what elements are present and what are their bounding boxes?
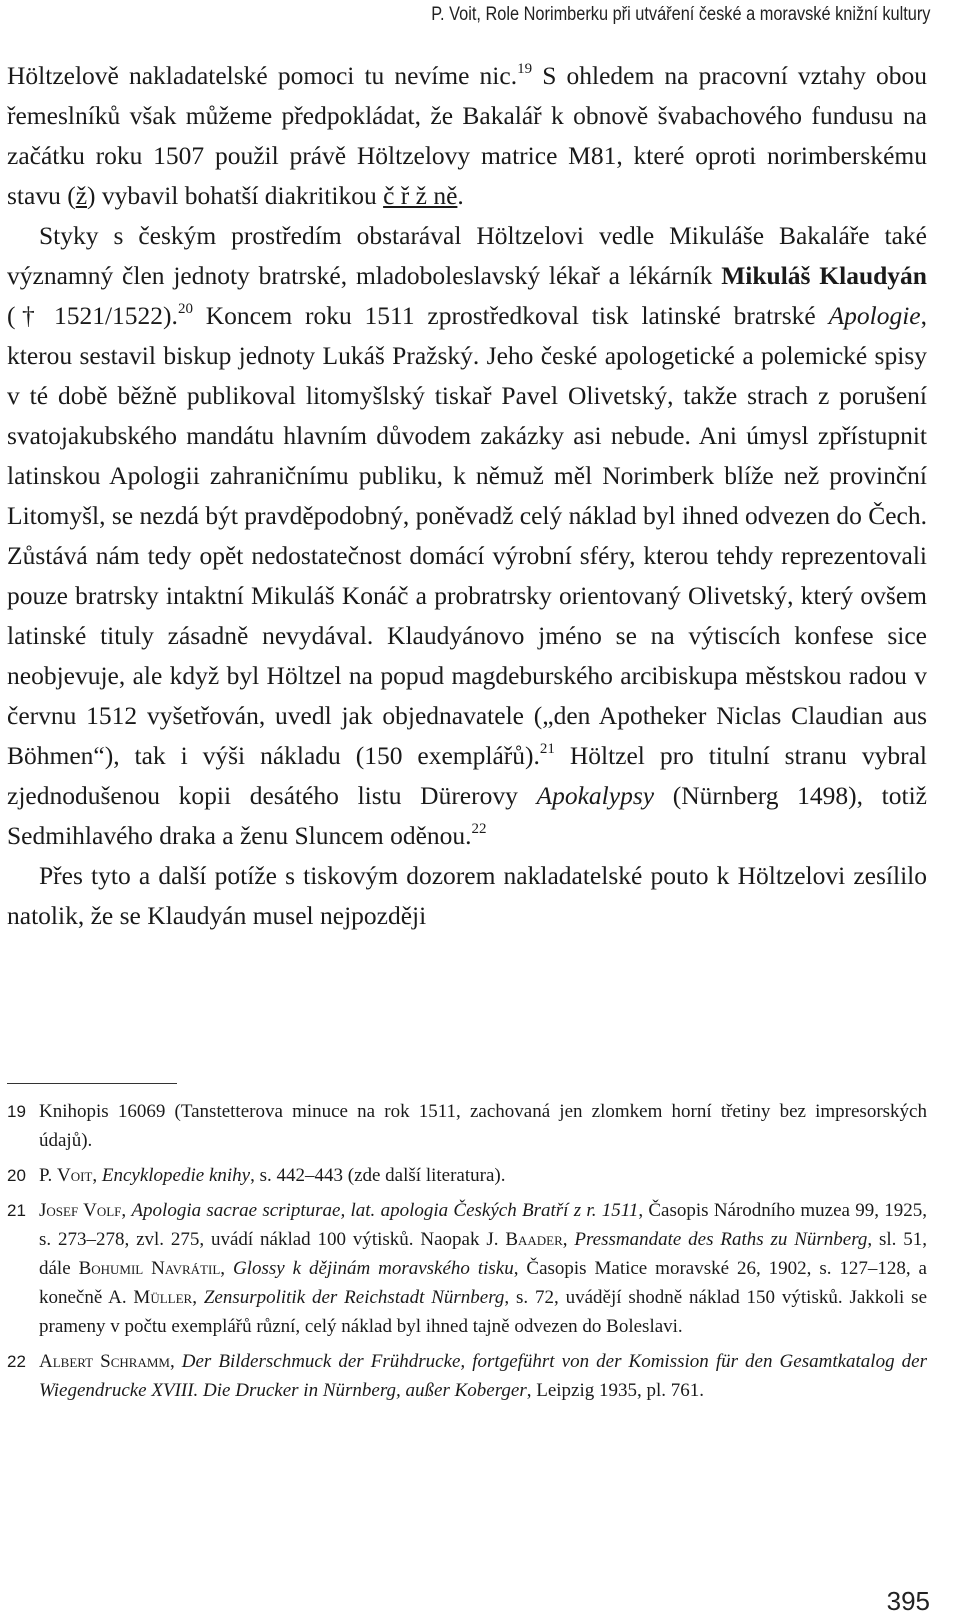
footnote-ref-19[interactable]: 19 [517, 61, 533, 77]
paragraph-2: Přes tyto a další potíže s tiskovým dozorem nakladatelské pouto k Höltzelovi zesílilo natolik, že se Klaudyán musel nejpozději [7, 861, 927, 930]
footnote-22: 22 Albert Schramm, Der Bilderschmuck der Frühdrucke, fortgeführt von der Komission für den Gesamtkatalog der Wiegendrucke XVIII. Die Drucker in Nürnberg, außer Koberger, Leipzig 1935, pl. 761. [7, 1347, 927, 1405]
author-name: Josef Volf [39, 1200, 122, 1221]
text-run: , Časopis Matice moravské 26, 1902, s. 127–128, a konečně A. [39, 1258, 927, 1308]
author-name: Albert Schramm [39, 1351, 170, 1372]
work-title: Pressmandate des Raths zu Nürnberg [574, 1229, 868, 1250]
text-run: , sl. 51, dále [39, 1229, 927, 1279]
text-run: Höltzel pro titulní stranu vybral zjednodušenou kopii desátého listu Dürerovy [7, 741, 927, 810]
footnote-ref-22[interactable]: 22 [471, 821, 487, 837]
person-name: Mikuláš Klaudyán [721, 261, 927, 290]
footnote-19 [7, 1097, 927, 1155]
diacritics-sample: č ř ž ně [383, 181, 458, 210]
text-run: , [92, 1165, 102, 1186]
footnote-20 [7, 1161, 927, 1190]
footnote-number: 21 [7, 1201, 26, 1220]
text-run: ) vybavil bohatší diakritikou [87, 181, 384, 210]
footnote-number: 22 [7, 1352, 26, 1371]
footnote-text: Knihopis 16069 (Tanstetterova minuce na rok 1511, zachovaná jen zlomkem horní třetiny bez impresorských údajů). [39, 1101, 927, 1151]
author-name: Bohumil Navrátil [78, 1258, 221, 1279]
text-run: Koncem roku 1511 zprostředkoval tisk latinské bratrské [192, 301, 829, 330]
footnote-number: 20 [7, 1166, 26, 1185]
work-title: Apologia sacrae scripturae, lat. apologia Českých Bratří z r. 1511 [131, 1200, 639, 1221]
text-run: Höltzelově nakladatelské pomoci tu nevíme nic. [7, 61, 518, 90]
author-name: Müller [133, 1287, 193, 1308]
footnote-number: 19 [7, 1102, 26, 1121]
running-head: P. Voit, Role Norimberku při utváření české a moravské knižní kultury [430, 4, 930, 25]
text-run: . [457, 181, 464, 210]
text-run: , Leipzig 1935, pl. 761. [526, 1380, 705, 1401]
text-run: , Časopis Národního muzea 99, 1925, s. 273–278, zvl. 275, uvádí náklad 100 výtisků. Naopak J. [39, 1200, 928, 1250]
page-number: 395 [886, 1586, 930, 1616]
text-run: S ohledem na pracovní vztahy obou řemeslníků však můžeme předpokládat, že Bakalář k obnově švabachového fundusu na začátku roku 1507 použil právě Höltzelovy matrice M81, které oproti norimberskému stavu ( [7, 61, 927, 210]
footnotes [7, 1097, 927, 1411]
work-title: Der Bilderschmuck der Frühdrucke, fortgeführt von der Komission für den Gesamtkatalog der Wiegendrucke XVIII. Die Drucker in Nürnberg, außer Koberger [39, 1351, 927, 1401]
body-text [7, 56, 927, 936]
footnote-ref-21[interactable]: 21 [539, 741, 555, 757]
work-title: Glossy k dějinám moravského tisku [232, 1258, 514, 1279]
text-run: (Nürnberg 1498), totiž Sedmihlavého draka a ženu Sluncem oděnou. [7, 781, 927, 850]
text-run: Styky s českým prostředím obstarával Höltzelovi vedle Mikuláše Bakaláře také významný člen jednoty bratrské, mladoboleslavský lékař a lékárník [7, 221, 927, 290]
footnote-separator [7, 1083, 177, 1084]
author-initial: P. [39, 1165, 57, 1186]
paragraph-1 [7, 56, 927, 856]
footnote-21: 21 Josef Volf, Apologia sacrae scripturae, lat. apologia Českých Bratří z r. 1511, Časopis Národního muzea 99, 1925, s. 273–278, zvl. 275, uvádí náklad 100 výtisků. Naopak J. Baader, Pressmandate des Raths zu Nürnberg, sl. 51, dále Bohumil Navrátil, Glossy k dějinám moravského tisku, Časopis Matice moravské 26, 1902, s. 127–128, a konečně A. Müller, Zensurpolitik der Reichstadt Nürnberg, s. 72, uvádějí shodně náklad 150 výtisků. Jakkoli se prameny v počtu exemplářů různí, celý náklad byl ihned tajně odvezen do Boleslavi. [7, 1196, 927, 1341]
work-title: Encyklopedie knihy [101, 1165, 251, 1186]
work-title: Apologie [828, 301, 921, 330]
text-run: , s. 72, uvádějí shodně náklad 150 výtisků. Jakkoli se prameny v počtu exemplářů různí, celý náklad byl ihned tajně odvezen do Boleslavi. [39, 1287, 927, 1337]
footnote-ref-20[interactable]: 20 [177, 301, 193, 317]
text-run: , kterou sestavil biskup jednoty Lukáš Pražský. Jeho české apologetické a polemické spisy v té době běžně publikoval litomyšlský tiskař Pavel Olivetský, takže strach z porušení svatojakubského mandátu hlavním důvodem zakázky asi nebude. Ani úmysl zpřístupnit latinskou Apologii zahraničnímu publiku, k němuž měl Norimberk blíže než provinční Litomyšl, se nezdá být pravděpodobný, poněvadž celý náklad byl ihned odvezen do Čech. Zůstává nám tedy opět nedostatečnost domácí výrobní sféry, kterou tehdy reprezentovali pouze bratrsky intaktní Mikuláš Konáč a probratrsky orientovaný Olivetský, který ovšem latinské tituly zásadně nevydával. Klaudyánovo jméno se na výtiscích konfese sice neobjevuje, ale když byl Höltzel na popud magdeburského arcibiskupa městskou radou v červnu 1512 vyšetřován, uvedl jak objednavatele („den Apotheker Niclas Claudian aus Böhmen“), tak i výši nákladu (150 exemplářů). [7, 301, 928, 770]
author-name: Baader [505, 1229, 563, 1250]
work-title: Apokalypsy [536, 781, 655, 810]
work-title: Zensurpolitik der Reichstadt Nürnberg [203, 1287, 505, 1308]
author-name: Voit [56, 1165, 93, 1186]
text-run: († 1521/1522). [7, 301, 178, 330]
text-run: , s. 442–443 (zde další literatura). [250, 1165, 506, 1186]
glyph-sample: ž [75, 181, 88, 210]
